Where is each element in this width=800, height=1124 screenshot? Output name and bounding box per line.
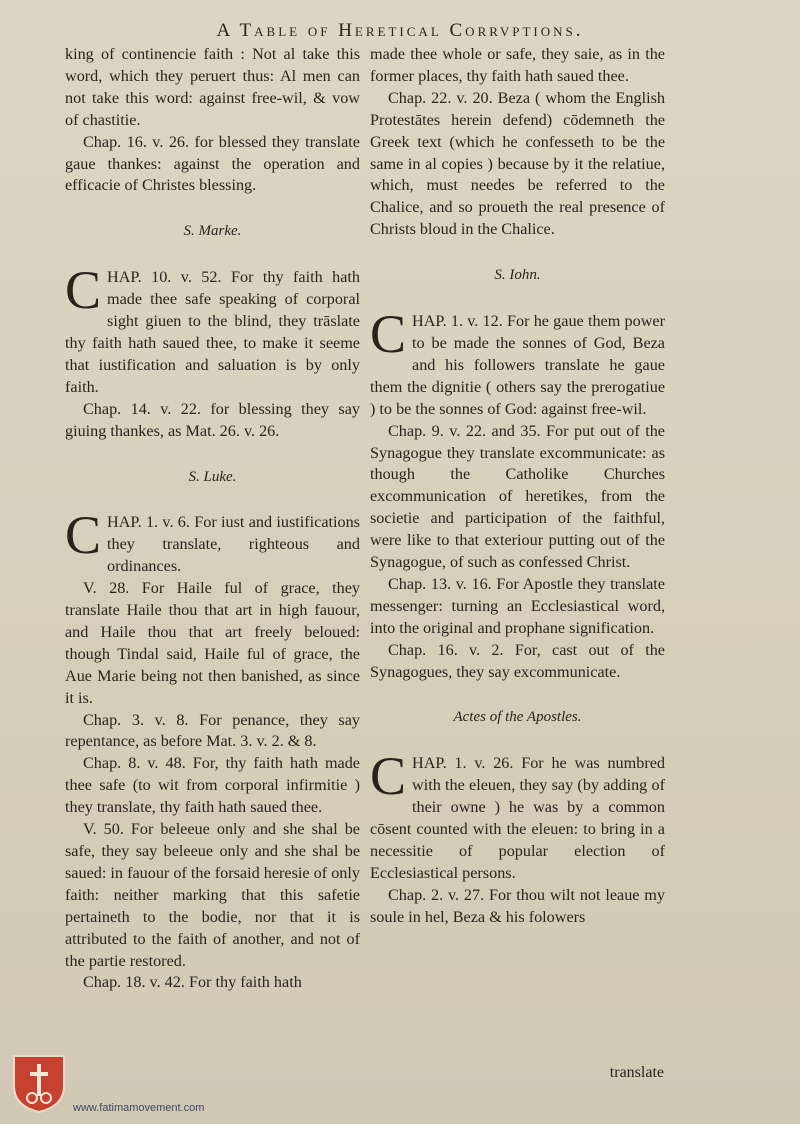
chapter-paragraph <box>370 746 665 884</box>
paragraph: Chap. 16. v. 26. for blessed they translate gaue thankes: against the operation and efficacie of Christes blessing. <box>65 132 360 195</box>
paragraph: made thee whole or safe, they saie, as in the former places, thy faith hath saued thee. <box>370 45 665 85</box>
paragraph: Chap. 8. v. 48. For, thy faith hath made thee safe (to wit from corporal infirmitie ) they translate, thy faith hath saued thee. <box>65 754 360 817</box>
paragraph: king of continencie faith : Not al take this word, which they peruert thus: Al men can not take this word: against free-wil, & vow of chastitie. <box>65 45 360 129</box>
page-header: A Table of Heretical Corrvptions. <box>216 20 584 41</box>
paragraph: Chap. 14. v. 22. for blessing they say giuing thankes, as Mat. 26. v. 26. <box>65 399 360 440</box>
paragraph: Chap. 3. v. 8. For penance, they say repentance, as before Mat. 3. v. 2. & 8. <box>65 710 360 751</box>
section-heading-acts: Actes of the Apostles. <box>453 709 582 726</box>
section-heading-marke: S. Marke. <box>183 223 242 240</box>
paragraph: V. 50. For beleeue only and she shal be safe, they say beleeue only and she shal be saued: in fauour of the forsaid heresie of only faith: neither marking that this safetie pertaineth to the bodie, nor that it is attributed to the faith of another, and not of the partie restored. <box>65 820 360 970</box>
paragraph: Chap. 9. v. 22. and 35. For put out of the Synagogue they translate excommunicate: as though the Catholike Churches excommunication of heretikes, from the societie and participation of the faithful, were like to that exteriour putting out of the Synagogue, of such as confessed Christ. <box>370 421 665 572</box>
chapter-paragraph <box>65 505 360 578</box>
chapter-text: HAP. 1. v. 12. For he gaue them power to be made the sonnes of God, Beza and his followers translate he gaue them the dignitie ( others say the prerogatiue ) to be the sonnes of God: against free-wil. <box>370 312 665 418</box>
right-column <box>370 44 665 929</box>
paragraph: Chap. 16. v. 2. For, cast out of the Synagogues, they say excommunicate. <box>370 640 665 681</box>
drop-cap: C <box>370 746 407 807</box>
chapter-paragraph <box>65 260 360 398</box>
chapter-paragraph <box>370 304 665 421</box>
shield-logo-icon[interactable] <box>10 1052 68 1114</box>
chapter-text: HAP. 1. v. 26. For he was numbred with the eleuen, they say (by adding of their owne ) he was by a common cōsent counted with the eleuen: to bring in a necessitie of popular election of Ecclesiastical persons. <box>370 754 665 882</box>
chapter-text: HAP. 1. v. 6. For iust and iustifications they translate, righteous and ordinances. <box>107 513 360 576</box>
paragraph: V. 28. For Haile ful of grace, they translate Haile thou that art in high fauour, and Haile thou that art freely beloued: though Tindal said, Haile ful of grace, the Aue Marie being not then banished, as since it is. <box>65 579 360 707</box>
drop-cap: C <box>370 304 407 365</box>
drop-cap: C <box>65 505 102 566</box>
catchword: translate <box>609 1064 664 1081</box>
paragraph: Chap. 2. v. 27. For thou wilt not leaue my soule in hel, Beza & his folowers <box>370 885 665 926</box>
drop-cap: C <box>65 260 102 321</box>
paragraph: Chap. 13. v. 16. For Apostle they translate messenger: turning an Ecclesiastical word, into the original and prophane signification. <box>370 574 665 637</box>
left-column <box>65 44 360 994</box>
section-heading-john: S. Iohn. <box>494 267 541 284</box>
section-heading-luke: S. Luke. <box>188 468 237 485</box>
footer-link[interactable]: www.fatimamovement.com <box>73 1102 205 1114</box>
chapter-text: HAP. 10. v. 52. For thy faith hath made thee safe speaking of corporal sight giuen to the blind, they trāslate thy faith hath saued thee, to make it seeme that iustification and saluation is by only faith. <box>65 268 360 396</box>
paragraph: Chap. 22. v. 20. Beza ( whom the English Protestātes herein defend) cōdemneth the Greek text (which he confesseth to be the same in al copies ) because by it the relatiue, which, must needes be referred to the Chalice, and so proueth the real presence of Christs bloud in the Chalice. <box>370 88 665 239</box>
paragraph: Chap. 18. v. 42. For thy faith hath <box>83 973 302 992</box>
